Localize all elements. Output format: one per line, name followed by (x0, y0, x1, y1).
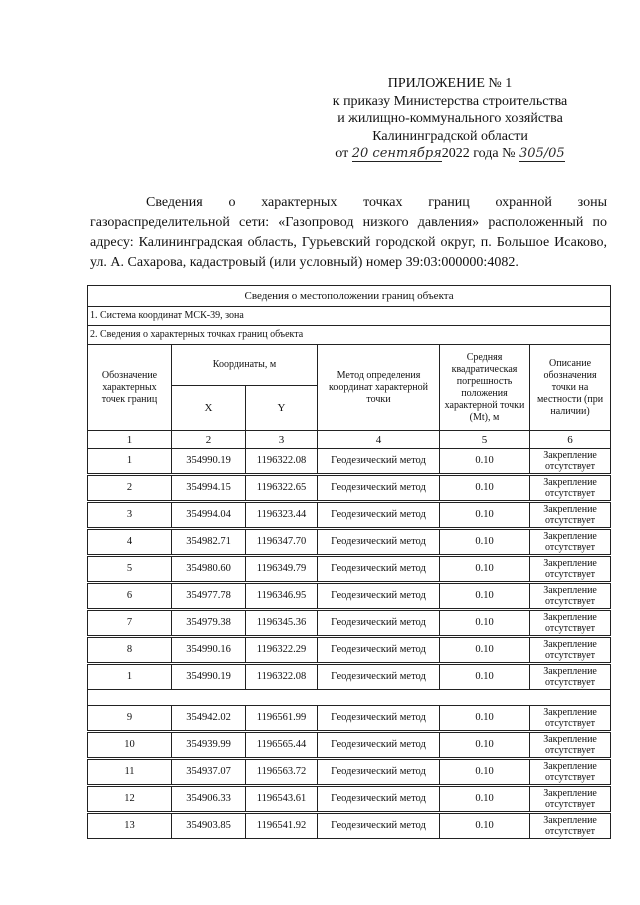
description-cell: Закрепление отсутствует (530, 584, 611, 609)
point-number-cell: 10 (88, 733, 172, 758)
x-coordinate-cell: 354942.02 (172, 706, 246, 731)
accuracy-cell: 0.10 (440, 706, 530, 731)
y-coordinate-cell: 1196345.36 (246, 611, 318, 636)
appendix-order-line: к приказу Министерства строительства (332, 93, 568, 109)
header-y: Y (246, 386, 318, 431)
method-cell: Геодезический метод (318, 733, 440, 758)
col-number: 3 (246, 431, 318, 449)
y-coordinate-cell: 1196563.72 (246, 760, 318, 785)
x-coordinate-cell: 354990.16 (172, 638, 246, 663)
accuracy-cell: 0.10 (440, 611, 530, 636)
method-cell: Геодезический метод (318, 787, 440, 812)
description-cell: Закрепление отсутствует (530, 814, 611, 839)
y-coordinate-cell: 1196561.99 (246, 706, 318, 731)
description-cell: Закрепление отсутствует (530, 530, 611, 555)
accuracy-cell: 0.10 (440, 665, 530, 690)
accuracy-cell: 0.10 (440, 584, 530, 609)
table-row (88, 760, 611, 785)
description-cell: Закрепление отсутствует (530, 503, 611, 528)
table-row (88, 476, 611, 501)
accuracy-cell: 0.10 (440, 557, 530, 582)
method-cell: Геодезический метод (318, 476, 440, 501)
appendix-region-line: Калининградской области (372, 128, 528, 144)
separator-cell (88, 690, 611, 706)
col-number: 2 (172, 431, 246, 449)
x-coordinate-cell: 354977.78 (172, 584, 246, 609)
point-number-cell: 13 (88, 814, 172, 839)
description-cell: Закрепление отсутствует (530, 449, 611, 474)
col-number: 4 (318, 431, 440, 449)
year-text: 2022 года № (441, 146, 516, 161)
point-number-cell: 5 (88, 557, 172, 582)
column-numbers-row (88, 431, 611, 449)
x-coordinate-cell: 354990.19 (172, 449, 246, 474)
point-number-cell: 7 (88, 611, 172, 636)
appendix-header (300, 75, 600, 163)
method-cell: Геодезический метод (318, 760, 440, 785)
point-number-cell: 9 (88, 706, 172, 731)
x-coordinate-cell: 354990.19 (172, 665, 246, 690)
table-row (88, 733, 611, 758)
y-coordinate-cell: 1196541.92 (246, 814, 318, 839)
y-coordinate-cell: 1196322.08 (246, 665, 318, 690)
coordinate-system-row: 1. Система координат МСК-39, зона (88, 307, 611, 326)
table-row (88, 503, 611, 528)
x-coordinate-cell: 354980.60 (172, 557, 246, 582)
table-row (88, 584, 611, 609)
y-coordinate-cell: 1196322.29 (246, 638, 318, 663)
handwritten-date: 20 сентября (351, 146, 442, 161)
accuracy-cell: 0.10 (440, 530, 530, 555)
table-row (88, 611, 611, 636)
section-row: 2. Сведения о характерных точках границ объекта (88, 326, 611, 345)
x-coordinate-cell: 354937.07 (172, 760, 246, 785)
y-coordinate-cell: 1196346.95 (246, 584, 318, 609)
header-accuracy: Средняя квадратическая погрешность положения характерной точки (Mt), м (440, 345, 530, 431)
y-coordinate-cell: 1196347.70 (246, 530, 318, 555)
method-cell: Геодезический метод (318, 557, 440, 582)
table-row (88, 449, 611, 474)
point-number-cell: 2 (88, 476, 172, 501)
col-number: 6 (530, 431, 611, 449)
table-row (88, 557, 611, 582)
accuracy-cell: 0.10 (440, 449, 530, 474)
point-number-cell: 8 (88, 638, 172, 663)
description-cell: Закрепление отсутствует (530, 638, 611, 663)
date-prefix: от (335, 146, 349, 161)
method-cell: Геодезический метод (318, 611, 440, 636)
accuracy-cell: 0.10 (440, 733, 530, 758)
description-cell: Закрепление отсутствует (530, 733, 611, 758)
y-coordinate-cell: 1196323.44 (246, 503, 318, 528)
group-separator-row (88, 690, 611, 706)
description-cell: Закрепление отсутствует (530, 706, 611, 731)
description-cell: Закрепление отсутствует (530, 557, 611, 582)
point-group-1 (88, 449, 611, 690)
method-cell: Геодезический метод (318, 638, 440, 663)
col-number: 1 (88, 431, 172, 449)
accuracy-cell: 0.10 (440, 638, 530, 663)
description-cell: Закрепление отсутствует (530, 787, 611, 812)
table-row (88, 665, 611, 690)
accuracy-cell: 0.10 (440, 760, 530, 785)
y-coordinate-cell: 1196349.79 (246, 557, 318, 582)
point-number-cell: 6 (88, 584, 172, 609)
point-number-cell: 1 (88, 449, 172, 474)
description-cell: Закрепление отсутствует (530, 760, 611, 785)
point-number-cell: 4 (88, 530, 172, 555)
intro-text: Сведения о характерных точках границ охранной зоны газораспределительной сети: «Газопровод низкого давления» расположенный по адресу: Калининградская область, Гурьевский городской округ, п. Большое Исаково, ул. А. Сахарова, кадастровый (или условный) номер 39:03:000000:4082. (90, 195, 607, 270)
x-coordinate-cell: 354903.85 (172, 814, 246, 839)
table-row (88, 814, 611, 839)
accuracy-cell: 0.10 (440, 787, 530, 812)
y-coordinate-cell: 1196543.61 (246, 787, 318, 812)
method-cell: Геодезический метод (318, 665, 440, 690)
x-coordinate-cell: 354906.33 (172, 787, 246, 812)
header-x: X (172, 386, 246, 431)
x-coordinate-cell: 354939.99 (172, 733, 246, 758)
point-group-2 (88, 706, 611, 839)
y-coordinate-cell: 1196322.65 (246, 476, 318, 501)
accuracy-cell: 0.10 (440, 814, 530, 839)
point-number-cell: 1 (88, 665, 172, 690)
description-cell: Закрепление отсутствует (530, 611, 611, 636)
handwritten-number: 305/05 (518, 146, 565, 161)
point-number-cell: 11 (88, 760, 172, 785)
accuracy-cell: 0.10 (440, 503, 530, 528)
y-coordinate-cell: 1196322.08 (246, 449, 318, 474)
header-description: Описание обозначения точки на местности (при наличии) (530, 345, 611, 431)
method-cell: Геодезический метод (318, 584, 440, 609)
x-coordinate-cell: 354994.04 (172, 503, 246, 528)
point-number-cell: 3 (88, 503, 172, 528)
point-number-cell: 12 (88, 787, 172, 812)
intro-paragraph (90, 193, 607, 273)
appendix-ministry-line: и жилищно-коммунального хозяйства (337, 111, 563, 126)
method-cell: Геодезический метод (318, 503, 440, 528)
method-cell: Геодезический метод (318, 449, 440, 474)
method-cell: Геодезический метод (318, 814, 440, 839)
x-coordinate-cell: 354982.71 (172, 530, 246, 555)
table-title: Сведения о местоположении границ объекта (88, 286, 611, 307)
accuracy-cell: 0.10 (440, 476, 530, 501)
method-cell: Геодезический метод (318, 530, 440, 555)
col-number: 5 (440, 431, 530, 449)
description-cell: Закрепление отсутствует (530, 476, 611, 501)
boundary-points-table (87, 285, 611, 839)
header-point: Обозначение характерных точек границ (88, 345, 172, 431)
description-cell: Закрепление отсутствует (530, 665, 611, 690)
appendix-title: ПРИЛОЖЕНИЕ № 1 (387, 76, 513, 91)
y-coordinate-cell: 1196565.44 (246, 733, 318, 758)
header-method: Метод определения координат характерной точки (318, 345, 440, 431)
header-coords: Координаты, м (172, 345, 318, 386)
table-row (88, 638, 611, 663)
table-row (88, 787, 611, 812)
appendix-date-line (300, 145, 600, 163)
method-cell: Геодезический метод (318, 706, 440, 731)
table-row (88, 706, 611, 731)
x-coordinate-cell: 354994.15 (172, 476, 246, 501)
table-row (88, 530, 611, 555)
x-coordinate-cell: 354979.38 (172, 611, 246, 636)
